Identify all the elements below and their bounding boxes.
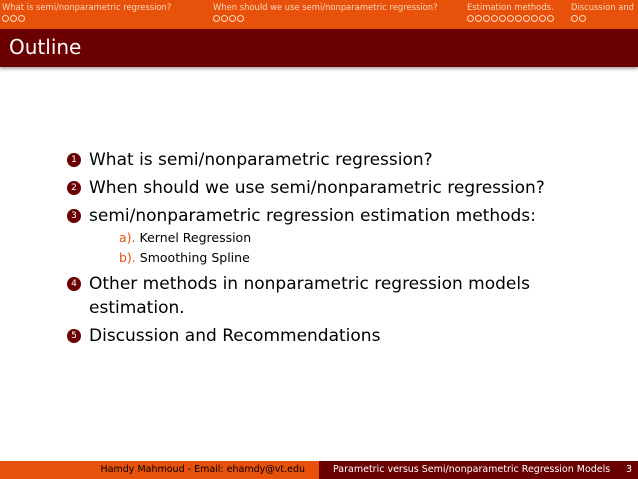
item-number-badge: 5 — [67, 329, 81, 343]
nav-dot[interactable] — [18, 15, 25, 22]
outline-item-text: Other methods in nonparametric regression models estimation. — [89, 274, 530, 318]
subitem-label: b). — [119, 250, 136, 265]
outline-item — [67, 176, 587, 200]
subitem-text: Kernel Regression — [139, 230, 252, 245]
item-number-badge: 4 — [67, 277, 81, 291]
outline-item-text: What is semi/nonparametric regression? — [89, 150, 433, 170]
nav-dot[interactable] — [2, 15, 9, 22]
outline-subitem — [119, 248, 587, 268]
nav-section-title[interactable]: Estimation methods. — [467, 2, 554, 12]
nav-progress-dots — [213, 15, 438, 23]
nav-dot[interactable] — [579, 15, 586, 22]
nav-dot[interactable] — [221, 15, 228, 22]
subitem-label: a). — [119, 230, 136, 245]
nav-progress-dots — [571, 15, 634, 23]
nav-dot[interactable] — [10, 15, 17, 22]
outline-sublist — [89, 228, 587, 268]
nav-dot[interactable] — [483, 15, 490, 22]
frame-title: Outline — [9, 35, 82, 59]
nav-section-3[interactable] — [467, 2, 555, 23]
nav-dot[interactable] — [507, 15, 514, 22]
nav-section-title[interactable]: What is semi/nonparametric regression? — [2, 2, 172, 12]
footer-bar — [0, 461, 638, 479]
outline-subitem — [119, 228, 587, 248]
nav-dot[interactable] — [237, 15, 244, 22]
outline-item — [67, 148, 587, 172]
outline-item-text: semi/nonparametric regression estimation methods: — [89, 206, 536, 226]
nav-section-1[interactable] — [2, 2, 171, 23]
nav-dot[interactable] — [547, 15, 554, 22]
nav-dot[interactable] — [499, 15, 506, 22]
footer-title: Parametric versus Semi/nonparametric Regression Models — [333, 464, 611, 475]
nav-dot[interactable] — [531, 15, 538, 22]
nav-dot[interactable] — [539, 15, 546, 22]
item-number-badge: 2 — [67, 181, 81, 195]
outline-item — [67, 204, 587, 268]
nav-progress-dots — [2, 15, 171, 23]
nav-progress-dots — [467, 15, 555, 23]
nav-dot[interactable] — [571, 15, 578, 22]
nav-section-title[interactable]: When should we use semi/nonparametric regression? — [213, 2, 438, 12]
frame-title-bar — [0, 29, 638, 67]
outline-item — [67, 324, 587, 348]
nav-dot[interactable] — [467, 15, 474, 22]
nav-dot[interactable] — [213, 15, 220, 22]
nav-dot[interactable] — [229, 15, 236, 22]
nav-dot[interactable] — [475, 15, 482, 22]
outline-item-text: When should we use semi/nonparametric regression? — [89, 178, 545, 198]
nav-dot[interactable] — [491, 15, 498, 22]
nav-section-2[interactable] — [213, 2, 438, 23]
nav-section-4[interactable] — [571, 2, 634, 23]
section-navbar — [0, 0, 638, 29]
nav-section-title[interactable]: Discussion and — [571, 2, 634, 12]
subitem-text: Smoothing Spline — [139, 250, 250, 265]
item-number-badge: 3 — [67, 209, 81, 223]
footer-title-panel — [319, 461, 638, 479]
footer-author-panel — [0, 461, 319, 479]
nav-dot[interactable] — [515, 15, 522, 22]
page-number: 3 — [625, 464, 632, 475]
footer-author: Hamdy Mahmoud - Email: ehamdy@vt.edu — [100, 464, 305, 475]
item-number-badge: 1 — [67, 153, 81, 167]
outline-item-text: Discussion and Recommendations — [89, 326, 381, 346]
outline-item — [67, 272, 587, 320]
outline-list — [67, 148, 587, 352]
nav-dot[interactable] — [523, 15, 530, 22]
